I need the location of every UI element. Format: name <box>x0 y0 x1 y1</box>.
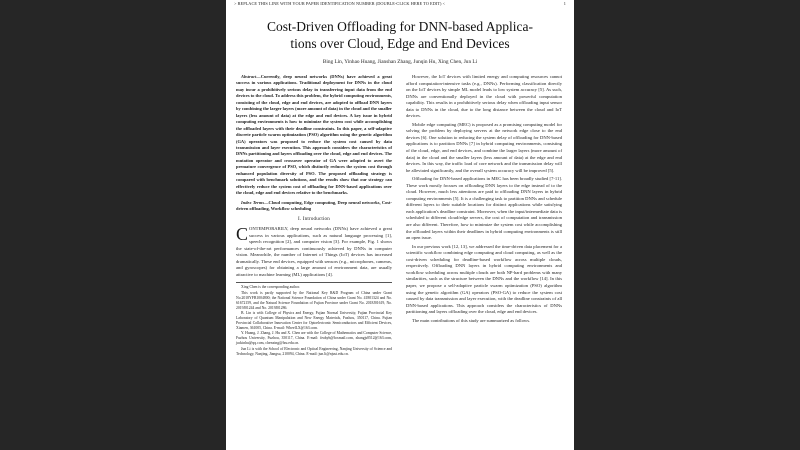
footnote-affiliation-fzu: Y. Huang, J. Zhang, J. Hu and X. Chen are with the College of Mathematics and Computer Science, Fuzhou University, Fuzhou, 350117, China. E-mail: feabyh@foxmail.com, zhangjs0512@163.com, jackinhu@qq.com, chenxing@fzu.edu.cn. <box>236 331 392 346</box>
body-paragraph-5: The main contributions of this study are summarized as follows. <box>412 317 531 323</box>
index-terms <box>236 200 392 213</box>
footnote-funding: This work is partly supported by the National Key R&D Program of China under Grant No.2018YFB1004800; the National Science Foundation of China under Grant No. 41801324 and No. 61672159, and the Natural Science Foundation of Fujian Province under Grant No. 2018J01619, No. 2019J01244 and No. 2019J01286. <box>236 290 392 310</box>
section-heading-introduction: I. Introduction <box>298 216 330 222</box>
body-paragraph-2: Mobile edge computing (MEC) is proposed as a promising computing model for solving the problem by deploying servers at the network edge close to the end devices [6]. One solution to reducing the system delay of offloading for DNN-based applications is to partition DNNs [7] in hybrid computing environments, consisting of the cloud, edge, and end devices, and combine the larger layers (more amount of data) in the cloud and the smaller layers (less amount of data) at the edge and end devices. In this way, the traffic load of core network and the transmission delay will be alleviated significantly, and the overall system accuracy will be improved [5]. <box>406 121 562 173</box>
footnote-affiliation-li: Jun Li is with the School of Electronic and Optical Engineering, Nanjing University of Science and Technology, Nanjing, Jiangsu, 210094, China. E-mail: jun.li@njust.edu.cn. <box>236 346 392 356</box>
abstract <box>236 74 392 197</box>
author-list: Bing Lin, Yinhao Huang, Jianshan Zhang, Junqin Hu, Xing Chen, Jun Li <box>322 59 478 65</box>
paper-page <box>226 0 574 450</box>
right-column <box>406 74 562 326</box>
running-head-text: > REPLACE THIS LINE WITH YOUR PAPER IDENTIFICATION NUMBER (DOUBLE-CLICK HERE TO EDIT) < <box>234 1 446 6</box>
abstract-lead: Abstract <box>241 74 257 79</box>
title-line-1: Cost-Driven Offloading for DNN-based Applica- <box>267 19 533 34</box>
paper-title <box>236 18 564 52</box>
abstract-text: —Currently, deep neural networks (DNNs) have achieved a great success in various applications. Traditional deployment for DNNs in the cloud may incur a prohibitively serious delay in transferring input data from the end devices to the cloud. To address this problem, the hybrid computing environments, consisting of the cloud, edge and end devices, are adopted to offload DNN layers by combining the larger layers (more amount of data) in the cloud and the smaller layers (less amount of data) at the edge and end devices. A key issue in hybrid computing environments is how to minimize the system cost while accomplishing the offloaded layers with their deadline constraints. In this paper, a self-adaptive discrete particle swarm optimization (PSO) algorithm using the genetic algorithm (GA) operators was proposed to reduce the system cost caused by data transmission and layer execution. This approach considers the characteristics of DNNs partitioning and layers offloading over the cloud, edge and end devices. The mutation operator and crossover operator of GA were adopted to avert the premature convergence of PSO, which distinctly reduces the system cost through enhanced population diversity of PSO. The proposed offloading strategy is compared with benchmark solutions, and the results show that our strategy can effectively reduce the system cost of offloading for DNN-based applications over the cloud, edge and end devices relative to the benchmarks. <box>236 74 392 196</box>
intro-paragraph-1 <box>236 226 392 278</box>
page-number: 1 <box>563 1 566 6</box>
body-paragraph-3: Offloading for DNN-based applications in MEC has been broadly studied [7-11]. These work mostly focuses on offloading DNN layers to the edge instead of to the cloud. However, much less attentions are paid to offloading DNN layers in hybrid computing environments [5]. It is a challenging task to partition DNNs and schedule different layers to their suitable locations for distinct applications while satisfying each application's deadline constraint. Moreover, when the input/intermediate data is scheduled to different cloud/edge servers, the cost of computation and transmission are also different. Therefore, how to minimize the system cost while accomplishing the offloaded layers within their deadlines in hybrid computing environments is still an open issue. <box>406 176 562 241</box>
title-line-2: tions over Cloud, Edge and End Devices <box>290 36 510 51</box>
left-column <box>236 74 392 357</box>
body-paragraph-1: However, the IoT devices with limited energy and computing resources cannot afford computation-intensive tasks (e.g., DNNs). Performing classification directly on the IoT devices by simple ML model leads to low system accuracy [5]. As such, DNNs are conventionally deployed in the cloud with powerful computation capability. This results in a prohibitively serious delay when offloading input sensor data to DNNs in the cloud, due to the long distance between the cloud and IoT devices. <box>406 74 562 119</box>
index-terms-text: —Cloud computing, Edge computing, Deep neural networks, Cost-driven offloading, Workflow scheduling <box>236 199 392 212</box>
drop-cap: C <box>236 224 249 245</box>
intro-paragraph-1-text: ONTEMPORARILY, deep neural networks (DNNs) have achieved a great success in various applications, such as natural language processing [1], speech recognition [2], and computer vision [3]. For example, Fig. 1 shows the state-of-the-art performances continuously achieved by DNNs in computer vision. Meanwhile, the number of Internet of Things (IoT) devices has increased dramatically. These end devices, equipped with sensors (e.g., microphones, cameras, and gyroscopes) for obtaining a large amount of environment data, are usually attractive to machine learning (ML) applications [4]. <box>236 226 392 277</box>
footnotes <box>236 282 392 356</box>
footnote-corresponding: Xing Chen is the corresponding author. <box>241 285 300 290</box>
body-paragraph-4: In our previous work [12, 13], we addressed the time-driven data placement for a scientific workflow combining edge computing and cloud computing, as well as the cost-driven scheduling for deadline-based workflow across multiple clouds, respectively. Offloading DNN layers in hybrid computing environments and workflow scheduling across multiple clouds are both NP-hard problems with many similarities, such as the structure between the DNNs and the workflow [14]. In this paper, we propose a self-adaptive particle swarm optimization (PSO) algorithm using the genetic algorithm (GA) operators (PSO-GA) to reduce the system cost caused by data transmission and layer execution, with the deadline constraints of all DNN-based applications. This approach considers the characteristics of DNNs partitioning and layers offloading over the cloud, edge and end devices. <box>406 243 562 315</box>
running-head <box>234 1 566 6</box>
footnote-affiliation-lin: B. Lin is with College of Physics and Energy, Fujian Normal University, Fujian Provincial Key Laboratory of Quantum Manipulation and New Energy Materials, Fuzhou, 350117, China. Fujian Provincial Collaborative Innovation Center for Optoelectronic Semiconductors and Efficient Devices, Xiamen, 361005, China. E-mail: WheelLX@163.com. <box>236 310 392 331</box>
index-terms-lead: Index Terms <box>241 199 265 205</box>
